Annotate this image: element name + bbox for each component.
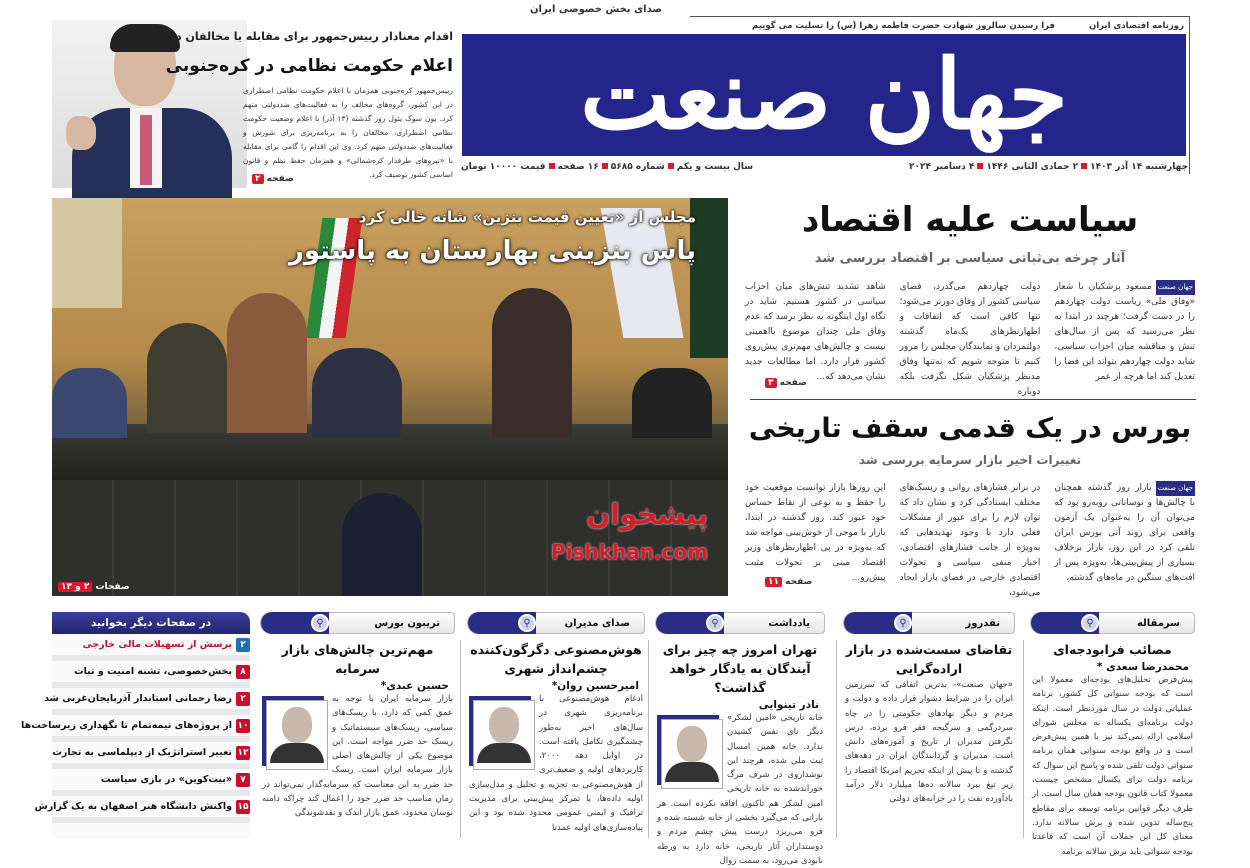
column-body: بازار سرمایه ایران با توجه به عمق کمی که دارد، با ریسک‌های سیاسی، ریسک‌های سیستماتیک و ریسک حد ضرر مواجه است. این موضوع یکی از چالش‌های اصلی بازار سرمایه ایران است. ریسک حد ضرر به این معناست که سرمایه‌گذار نمی‌تواند در زمان مناسب حد ضرر خود را اعمال کند چراکه دامنه نوسان محدود، عمق بازار اندک و نقدشوندگی [262,694,453,819]
page-number: ۲ [252,174,264,184]
column-body: خانه تاریخی «امین لشکر» دیگر نای نفس کشیدن ندارد. خانه همین امسال ثبت ملی شده، هرچند این نوشداروی در شرف مرگ خوراندشده به خانه تاریخی امین لشکر هم تاکنون افاقه نکرده است. هر بارانی که می‌گیرد بخشی از خانه شسته شده و فرو می‌ریزد درست پیش چشم مردم و دوستداران آثار تاریخی، خانه دارد به ورطه نابودی می‌رود، به سمت زوال [657,713,823,866]
inside-page-item-title: رضا رحمانی استاندار آذربایجان‌غربی شد [44,693,232,704]
lead-story-politics-economy[interactable] [745,195,1195,395]
column-body: پیش‌فرض تحلیل‌های بودجه‌ای معمولا این است که بودجه سنواتی کل کشور، برنامه عملیاتی دولت در سال موردنظر است. اینکه دولت برنامه‌ای یکساله به مجلس شورای اسلامی ارائه نمی‌کند نیز با همین پیش‌فرض است و در واقع بودجه سنواتی همان برنامه سنواتی دولت تلقی شده و پاسخ این سوال که برنامه دولت برای یکسال مشخص چیست، معمولا کتاب قانون بودجه همان سال است. از طرف دیگر قوانین برنامه توسعه برای مقاطع پنج‌ساله تدوین شده و برش سالانه ندارد. معنای کل این جملات آن است که قاعدتا بودجه سنواتی باید برش سالانه برنامه [1032,675,1193,857]
column-divider [460,640,461,838]
flag-white [601,208,684,338]
section-label: نقدروز [965,617,1000,629]
inside-pages-title: در صفحات دیگر بخوانید [52,612,250,634]
page-number-badge: ۱۵ [237,801,249,812]
date-persian: چهارشنبه ۱۴ آذر ۱۴۰۳ [1090,162,1188,172]
photo-headline[interactable]: پاس بنزینی بهارستان به پاستور [288,236,696,266]
masthead-frame-top [690,16,1190,17]
inside-pages-box [21,612,250,838]
page-number-badge: ۷ [236,773,250,787]
column-author: نادر تینوایی [758,699,819,711]
page-number: ۱۱ [765,577,782,587]
inside-page-item-title: تغییر استراتژیک از دیپلماسی به تجارت [52,747,232,758]
divider [750,399,1196,400]
column-section-header [1030,612,1195,634]
page-label: صفحه [266,174,294,184]
lead-headline[interactable]: سیاست علیه اقتصاد [801,200,1139,240]
magnifier-icon: ⚲ [1081,614,1099,632]
pages-number: ۲ و ۱۳ [58,582,92,592]
column-author: محمدرضا سعدی * [1096,661,1189,673]
page-number-badge: ۲ [236,692,250,706]
masthead-tagline-economic: روزنامه اقتصادی ایران [1088,21,1184,31]
stock-subtitle: تغییرات اخیر بازار سرمایه بررسی شد [858,453,1082,467]
page-number: ۳ [765,378,777,388]
watermark-pishkhan: پیشخوان [586,498,708,531]
column-divider [648,640,649,838]
section-label: تریبون بورس [374,617,440,629]
lead-page-ref[interactable]: صفحه ۳ [765,378,807,388]
issue-number: شماره ۵۶۸۵ [610,162,665,172]
author-photo [661,719,723,789]
korea-story[interactable] [52,20,457,188]
korea-page-ref[interactable] [252,174,294,184]
person [312,348,402,438]
inside-page-item[interactable] [52,769,250,796]
inside-page-item[interactable] [52,634,250,661]
column-section-header [467,612,645,634]
column-title[interactable]: مهم‌ترین چالش‌های بازار سرمایه [281,642,434,676]
lead-subtitle: آثار چرخه بی‌ثباتی سیاسی بر اقتصاد بررسی شد [814,251,1126,266]
column-divider [836,640,837,838]
date-hijri: ۲ جمادی الثانی ۱۴۴۶ [986,162,1079,172]
stock-body-col-2: در برابر فشارهای روانی و ریسک‌های مختلف ایستادگی کرد و نشان داد که توان لازم را برای عبور از مشکلات فعلی دارد با وجود تهدیدهایی که به‌ویژه از جانب فشارهای اقتصادی، اخبار منفی سیاسی و تحولات اقتصادی خارجی در فضای بازار ایجاد می‌شود، [899,483,1041,598]
opinion-column[interactable] [260,612,455,838]
section-label: یادداشت [768,617,810,629]
page-number-badge: ۸ [236,665,250,679]
magnifier-icon: ⚲ [706,614,724,632]
brand-tag: جهان صنعت [1156,481,1195,496]
inside-page-item-title: از پروژه‌های نیمه‌تمام تا نگهداری زیرساخت‌ها [21,720,232,731]
author-photo [266,700,328,770]
page-count: ۱۶ صفحه [557,162,599,172]
korea-president-photo [52,20,247,188]
person [52,368,127,438]
pages-label: صفحات [95,582,130,592]
column-title[interactable]: مصائب فرابودجه‌ای [1053,642,1172,657]
column-body: ادغام هوش‌مصنوعی با برنامه‌ریزی شهری در سال‌های اخیر به‌طور چشمگیری تکامل یافته است. در اوایل دهه ۲۰۰۰، کاربردهای اولیه و ضعیف‌تری از هوش‌مصنوعی به تجزیه و تحلیل و مدل‌سازی اولیه داده‌ها، با تمرکز پیش‌بینی برای مدیریت ترافیک و ایمنی عمومی محدود شده بود و این پیاده‌سازی‌های اولیه عمدتا [469,694,643,833]
inside-page-item-title: پرسش از تسهیلات مالی خارجی [82,639,232,650]
section-label: صدای مدیران [564,617,630,629]
parliament-photo-story[interactable] [52,198,728,596]
curtain-left [52,198,122,308]
masthead-condolence: فرا رسیدن سالروز شهادت حضرت فاطمه زهرا (س) را تسلیت می گوییم [752,21,1055,31]
issue-line [461,162,753,172]
inside-page-item[interactable] [52,661,250,688]
inside-page-item-title: بخش‌خصوصی، تشنه امنیت و ثبات [74,666,232,677]
opinion-column[interactable] [1030,612,1195,857]
page-number-badge: ۲ [236,638,250,652]
inside-page-item-title: «بیت‌کوین» در بازی سیاست [100,774,232,785]
opinion-column[interactable] [655,612,825,866]
person [342,493,422,596]
opinion-column[interactable] [467,612,645,838]
author-photo [473,700,535,770]
column-divider [1023,640,1024,838]
photo-page-ref[interactable] [58,582,130,592]
column-title[interactable]: تهران امروز چه چیز برای آیندگان به یادگار خواهد گذاشت؟ [662,642,818,695]
page-number-badge: ۱۰ [237,720,249,731]
date-line [909,162,1188,172]
stock-body-col-3: این روزها بازار توانست موقعیت خود را حفظ و به نوعی از نقاط حساس خود عبور کند. روز گذشته در ابتدا، بازار با موجی از خوش‌بینی مواجه شد که به‌ویژه در پی اظهارنظرهای وزیر اقتصاد مبنی بر تحولات مثبت پیش‌رو... [744,483,886,583]
logo-text: جهان صنعت [580,38,1068,151]
page-number-badge: ۱۲ [237,747,249,758]
price: قیمت ۱۰۰۰۰ تومان [461,162,546,172]
person [147,323,227,433]
magnifier-icon: ⚲ [311,614,329,632]
stock-headline[interactable]: بورس در یک قدمی سقف تاریخی [748,413,1192,444]
korea-body: رییس‌جمهور کره‌جنوبی همزمان با اعلام حکومت نظامی اضطراری در این کشور، گروه‌های مخالف را به فعالیت‌های ضددولتی متهم کرد. یون سوک یئول روز گذشته (۱۳ آذر) با اعلام وضعیت حکومت نظامی اضطراری، مخالفان را به برنامه‌ریزی برای شورش و فعالیت‌های ضددولتی متهم کرد. وی این اقدام را گامی برای مقابله با «نیروهای طرفدار کره‌شمالی» و همزمان حفظ نظم و قانون اساسی کشور توصیف کرد. [243,86,453,179]
story-stock-market[interactable] [744,405,1195,598]
masthead-frame-right [1189,16,1190,174]
column-title[interactable]: تقاضای سست‌شده در بازار اراده‌گرایی [845,642,1013,676]
korea-kicker: اقدام معنادار رییس‌جمهور برای مقابله با مخالفان دولت [153,30,453,43]
opinion-column[interactable] [843,612,1015,838]
stock-page-ref[interactable]: صفحه ۱۱ [765,577,812,587]
date-gregorian: ۴ دسامبر ۲۰۲۴ [908,162,975,172]
magnifier-icon: ⚲ [518,614,536,632]
inside-page-item[interactable] [21,715,250,742]
stock-body-col-1: جهان صنعتبازار روز گذشته همچنان با چالش‌ها و نوساناتی روبه‌رو بود که می‌توان آن را به‌عنوان یک آزمون واقعی برای روند آتی بورس ایران تلقی کرد در این روز، بازار برخلاف بسیاری از پیش‌بینی‌ها، به‌ویژه پس از افت‌های سنگین در ماه‌های گذشته، [1054,483,1195,583]
column-section-header [260,612,455,634]
masthead-tagline-private-sector: صدای بخش خصوصی ایران [530,4,663,15]
column-author: حسین عبدی* [380,680,449,692]
inside-page-item[interactable] [52,742,250,769]
column-section-header [843,612,1015,634]
person [227,293,307,433]
column-title[interactable]: هوش‌مصنوعی دگرگون‌کننده چشم‌انداز شهری [470,642,642,676]
person [492,288,572,438]
magnifier-icon: ⚲ [894,614,912,632]
photo-kicker: مجلس از «تعیین قیمت بنزین» شانه خالی کرد [358,208,696,226]
inside-page-item[interactable] [34,796,250,823]
volume-year: سال بیست و یکم [676,162,754,172]
section-label: سرمقاله [1136,617,1180,629]
korea-headline[interactable]: اعلام حکومت نظامی در کره‌جنوبی [165,56,453,76]
lead-body-col-1: جهان صنعتمسعود پزشکیان با شعار «وفاق ملی» ریاست دولت چهاردهم را در دست گرفت؛ هرچند در ابتدا به نظر می‌رسید که پس از سال‌های تنش و مناقشه میان احزاب سیاسی، شاید دولت چهاردهم بتواند این فضا را تعدیل کند اما هرچه از عمر [1054,282,1195,382]
inside-page-item-title: واکنش دانشگاه هنر اصفهان به یک گزارش [34,801,232,812]
column-author: امیرحسین روان* [551,680,639,692]
lead-body-col-2: دولت چهاردهم می‌گذرد، فضای سیاسی کشور از وفاق دورتر می‌شود؛ تنها کافی است که اتفاقات و اظهارنظرهای یک‌ماه گذشته دولتمردان و نمایندگان مجلس را مرور کنیم تا متوجه شویم که نه‌تنها وفاق مدنظر پزشکیان شکل نگرفت بلکه دوباره [899,282,1041,397]
person [632,368,712,438]
watermark-pishkhan-url: Pishkhan.com [551,540,708,564]
masthead-logo[interactable] [462,34,1186,156]
brand-tag: جهان صنعت [1156,280,1195,295]
column-section-header [655,612,825,634]
lead-body-col-3: شاهد تشدید تنش‌های میان احزاب سیاسی در کشور هستیم. شاید در نگاه اول اینگونه به نظر برسد که عدم وفاق ملی چندان موضوع بااهمیتی نیست و چالش‌های مهم‌تری پیش‌روی کشور قرار دارد. اما مطالعات جدید نشان می‌دهد که... [744,282,886,382]
column-body: «جهان صنعت»- بدترین اتفاقی که سرزمین ایران را در شرایط دشوار قرار داده و دولت و مردم و دیگر نهادهای حکومتی را در چاه سردرگمی و سرگیجه فقر فرو برده، درس نگرفتن مدیران از تاریخ و آموزه‌های دانش است. مدیران و گردانندگان ایران در دهه‌های گذشته و تا پیش از اینکه تحریم امریکا اقتصاد را زیر تیغ ببرد سالانه ده‌ها میلیارد دلار درآمد بادآورده نفت را در خزانه‌های دولتی [845,680,1013,805]
inside-page-item[interactable] [44,688,250,715]
